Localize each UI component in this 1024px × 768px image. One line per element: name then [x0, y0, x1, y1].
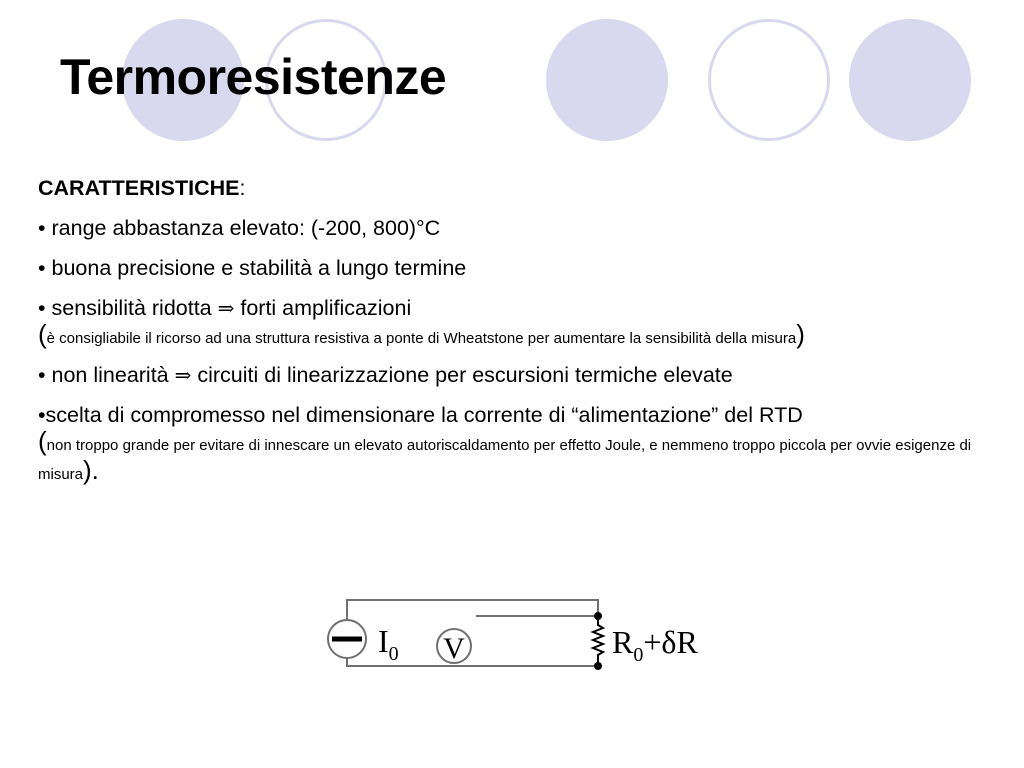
- bullet-text: forti amplificazioni: [234, 296, 412, 320]
- note-joule: [38, 426, 988, 487]
- decor-circle-outline: [708, 19, 830, 141]
- bullet-precision: • buona precisione e stabilità a lungo termine: [38, 256, 467, 280]
- current-source-icon: [328, 620, 366, 658]
- rtd-circuit-diagram: [318, 592, 718, 692]
- voltmeter-icon: [437, 629, 478, 665]
- heading-colon: :: [239, 176, 246, 200]
- bullet-range: • range abbastanza elevato: (-200, 800)°C: [38, 216, 441, 240]
- meter-label: V: [443, 632, 465, 665]
- resistor-icon: [592, 612, 604, 670]
- section-heading: [38, 174, 988, 202]
- paren-open: (: [38, 426, 47, 456]
- bullet-sensitivity: [38, 294, 988, 322]
- slide-title: Termoresistenze: [60, 49, 447, 105]
- bullet-compromise: •scelta di compromesso nel dimensionare la corrente di “alimentazione” del RTD: [38, 403, 803, 427]
- slide-content: [38, 174, 988, 497]
- bullet-text: • sensibilità ridotta: [38, 296, 218, 320]
- paren-close: ).: [83, 455, 99, 485]
- decor-circle-filled: [849, 19, 971, 141]
- decor-circle-filled: [546, 19, 668, 141]
- note-wheatstone: [38, 319, 988, 351]
- implies-icon: ⇒: [217, 296, 235, 320]
- bullet-text: • non linearità: [38, 363, 175, 387]
- resistor-label: $R_0+\delta R$: [612, 624, 698, 666]
- note-text: è consigliabile il ricorso ad una struttura resistiva a ponte di Wheatstone per aumentare la sensibilità della misura: [46, 330, 797, 347]
- heading-label: CARATTERISTICHE: [38, 176, 240, 200]
- note-text: non troppo grande per evitare di innescare un elevato autoriscaldamento per effetto Joule, e nemmeno troppo piccola per ovvie esigenze di misura: [38, 437, 972, 483]
- implies-icon: ⇒: [174, 363, 192, 387]
- paren-close: ): [796, 319, 805, 349]
- bullet-text: circuiti di linearizzazione per escursioni termiche elevate: [191, 363, 733, 387]
- source-label: $I_0$: [378, 623, 399, 665]
- paren-open: (: [38, 319, 47, 349]
- bullet-nonlinearity: [38, 361, 988, 389]
